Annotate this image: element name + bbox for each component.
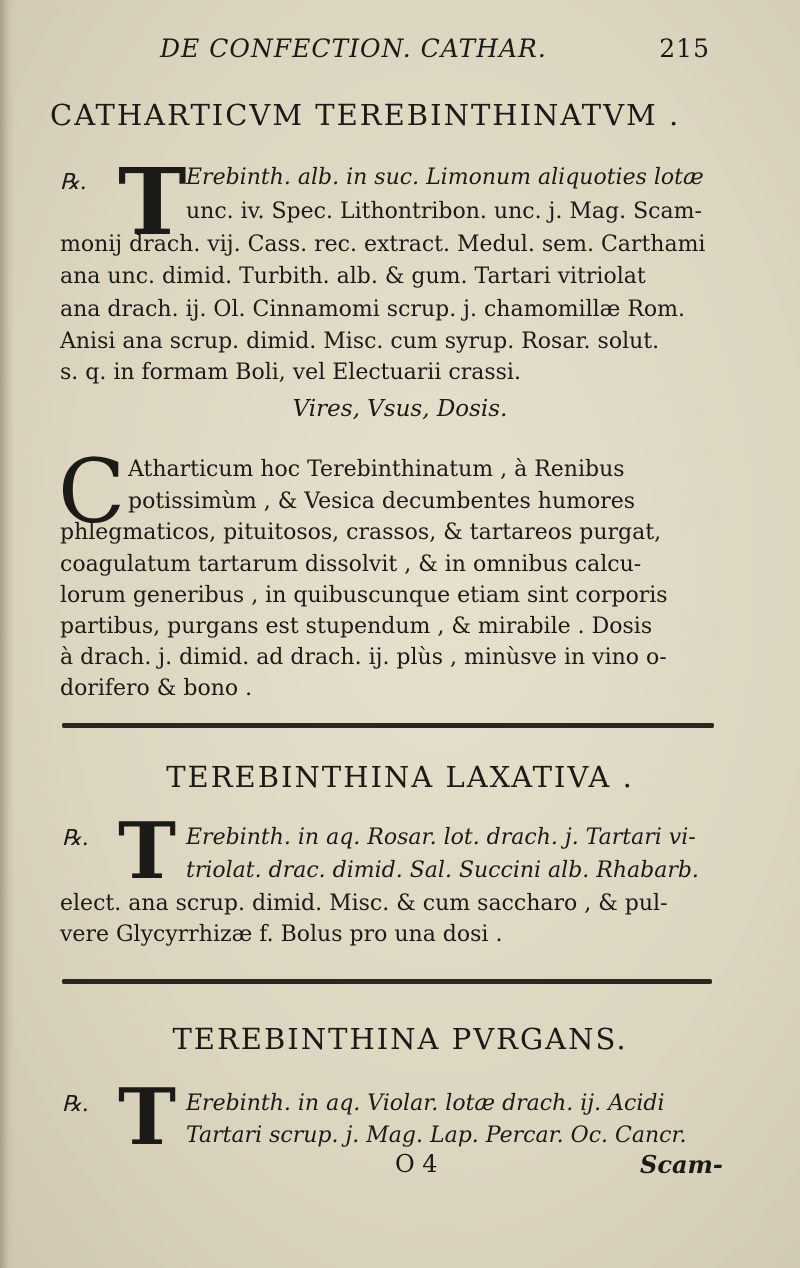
drop-cap: T xyxy=(118,1072,177,1163)
text-line: ana drach. ij. Ol. Cinnamomi scrup. j. chamomillæ Rom. xyxy=(60,297,686,322)
text-line: Atharticum hoc Terebinthinatum , à Renibus xyxy=(128,457,625,482)
text-line: partibus, purgans est stupendum , & mirabile . Dosis xyxy=(60,614,653,639)
text-line: unc. iv. Spec. Lithontribon. unc. j. Mag. Scam- xyxy=(186,199,702,224)
text-line: elect. ana scrup. dimid. Misc. & cum saccharo , & pul- xyxy=(60,891,668,916)
text-line: Erebinth. in aq. Rosar. lot. drach. j. Tartari vi- xyxy=(186,825,696,850)
section-heading-cathartic: CATHARTICVM TEREBINTHINATVM . xyxy=(50,98,681,132)
drop-cap: T xyxy=(118,806,177,897)
subheading-vires: Vires, Vsus, Dosis. xyxy=(292,396,508,422)
recipe-mark: ℞. xyxy=(60,170,87,195)
text-line: dorifero & bono . xyxy=(60,676,253,701)
text-line: phlegmaticos, pituitosos, crassos, & tartareos purgat, xyxy=(60,520,662,545)
recipe-mark: ℞. xyxy=(62,826,89,851)
text-line: Anisi ana scrup. dimid. Misc. cum syrup. Rosar. solut. xyxy=(60,329,660,354)
text-line: Erebinth. alb. in suc. Limonum aliquoties lotæ xyxy=(186,165,704,190)
recipe-mark: ℞. xyxy=(62,1092,89,1117)
text-line: s. q. in formam Boli, vel Electuarii crassi. xyxy=(60,360,521,385)
text-line: Tartari scrup. j. Mag. Lap. Percar. Oc. Cancr. xyxy=(186,1123,687,1148)
text-line: potissimùm , & Vesica decumbentes humores xyxy=(128,489,636,514)
text-line: Erebinth. in aq. Violar. lotæ drach. ij. Acidi xyxy=(186,1091,665,1116)
signature-mark: O 4 xyxy=(395,1150,438,1178)
paragraph-drop-cap: C xyxy=(58,440,126,543)
page-number: 215 xyxy=(659,34,710,63)
text-line: à drach. j. dimid. ad drach. ij. plùs , minùsve in vino o- xyxy=(60,645,667,670)
running-head-title: DE CONFECTION. CATHAR. xyxy=(160,34,547,63)
drop-cap: T xyxy=(118,148,187,256)
text-line: vere Glycyrrhizæ f. Bolus pro una dosi . xyxy=(60,922,503,947)
text-line: monij drach. vij. Cass. rec. extract. Medul. sem. Carthami xyxy=(60,232,706,257)
text-line: triolat. drac. dimid. Sal. Succini alb. Rhabarb. xyxy=(186,858,699,883)
catchword: Scam- xyxy=(640,1150,723,1179)
section-divider xyxy=(62,723,714,728)
section-heading-laxativa: TEREBINTHINA LAXATIVA . xyxy=(166,760,634,794)
text-line: lorum generibus , in quibuscunque etiam sint corporis xyxy=(60,583,668,608)
text-line: coagulatum tartarum dissolvit , & in omnibus calcu- xyxy=(60,552,642,577)
section-heading-purgans: TEREBINTHINA PVRGANS. xyxy=(172,1022,628,1056)
page-edge-shadow xyxy=(0,0,14,1268)
text-line: ana unc. dimid. Turbith. alb. & gum. Tartari vitriolat xyxy=(60,264,646,289)
section-divider xyxy=(62,979,712,984)
